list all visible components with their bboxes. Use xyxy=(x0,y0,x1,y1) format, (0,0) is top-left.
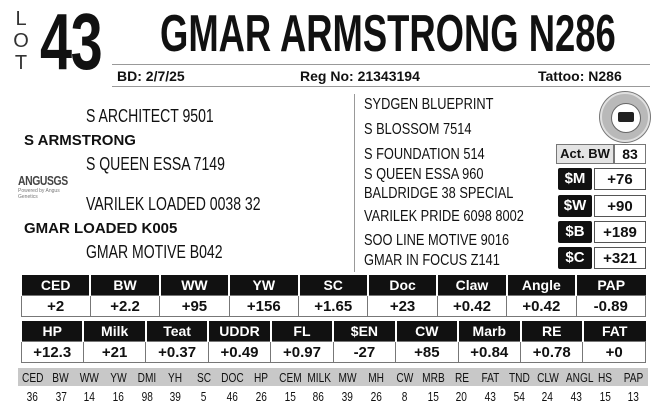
epd1-header-doc: Doc xyxy=(368,275,437,296)
pct-value: 98 xyxy=(133,386,162,406)
registration-number xyxy=(300,68,420,84)
birth-date-label: BD: xyxy=(117,68,142,84)
lot-letter-o: O xyxy=(13,30,29,52)
pct-value: 43 xyxy=(476,386,505,406)
pct-header: MILK xyxy=(304,368,333,386)
pct-header: MW xyxy=(333,368,362,386)
pedigree-dam-sire-dam: GMAR MOTIVE B042 xyxy=(86,242,223,262)
pct-value: 39 xyxy=(333,386,362,406)
pct-header: HS xyxy=(591,368,620,386)
pct-value: 15 xyxy=(419,386,448,406)
pct-header: CEM xyxy=(276,368,305,386)
header-divider xyxy=(112,64,650,65)
epd-table-1-values xyxy=(21,296,646,317)
epd2-header-re: RE xyxy=(521,321,583,342)
epd1-value-angle: +0.42 xyxy=(507,296,576,317)
epd1-header-pap: PAP xyxy=(576,275,646,296)
pct-header: SC xyxy=(190,368,219,386)
actual-bw-value: 83 xyxy=(614,144,646,164)
epd-table-2 xyxy=(20,321,646,363)
angus-logo-sub: Powered by Angus Genetics xyxy=(18,188,60,200)
epd2-value-fl: +0.97 xyxy=(271,342,333,363)
tattoo-value: N286 xyxy=(588,68,622,84)
epd1-value-sc: +1.65 xyxy=(299,296,368,317)
epd1-value-bw: +2.2 xyxy=(90,296,159,317)
birth-date xyxy=(117,68,185,84)
epd-table-1 xyxy=(20,275,646,317)
epd1-value-claw: +0.42 xyxy=(437,296,506,317)
breed-seal-icon xyxy=(600,92,650,142)
pct-header: RE xyxy=(447,368,476,386)
pct-header: FAT xyxy=(476,368,505,386)
epd1-header-angle: Angle xyxy=(507,275,576,296)
percentile-header-row xyxy=(18,368,648,386)
pct-value: 5 xyxy=(190,386,219,406)
pct-value: 39 xyxy=(161,386,190,406)
pct-value: 86 xyxy=(304,386,333,406)
pedigree-right-7: SOO LINE MOTIVE 9016 xyxy=(364,232,510,249)
epd1-value-ww: +95 xyxy=(160,296,229,317)
epd2-header-milk: Milk xyxy=(83,321,145,342)
pedigree-sire-sire: S ARCHITECT 9501 xyxy=(86,106,214,126)
value-label-b: $B xyxy=(558,221,592,243)
lot-letter-t: T xyxy=(14,52,28,74)
epd2-header-fl: FL xyxy=(271,321,333,342)
epd1-header-ww: WW xyxy=(160,275,229,296)
epd1-header-sc: SC xyxy=(299,275,368,296)
pct-value: 14 xyxy=(75,386,104,406)
pct-value: 36 xyxy=(18,386,47,406)
epd2-value-hp: +12.3 xyxy=(21,342,83,363)
pct-value: 13 xyxy=(619,386,648,406)
epd2-header-en: $EN xyxy=(333,321,395,342)
epd1-header-ced: CED xyxy=(21,275,90,296)
lot-label xyxy=(8,8,34,74)
pct-value: 26 xyxy=(362,386,391,406)
lot-number: 43 xyxy=(40,0,102,86)
birth-date-value: 2/7/25 xyxy=(145,68,185,84)
pct-header: CW xyxy=(390,368,419,386)
pct-header: WW xyxy=(75,368,104,386)
pct-value: 54 xyxy=(505,386,534,406)
epd2-header-marb: Marb xyxy=(458,321,520,342)
pedigree-sire: S ARMSTRONG xyxy=(24,132,136,149)
reg-label: Reg No: xyxy=(300,68,354,84)
pct-header: YW xyxy=(104,368,133,386)
epd2-header-fat: FAT xyxy=(583,321,646,342)
reg-value: 21343194 xyxy=(357,68,420,84)
pct-header: TND xyxy=(505,368,534,386)
epd1-header-bw: BW xyxy=(90,275,159,296)
actual-bw-label: Act. BW xyxy=(556,144,614,164)
pct-value: 15 xyxy=(591,386,620,406)
pct-value: 8 xyxy=(390,386,419,406)
animal-name: GMAR ARMSTRONG N286 xyxy=(160,5,616,63)
epd1-header-claw: Claw xyxy=(437,275,506,296)
tattoo xyxy=(538,68,622,84)
epd2-header-uddr: UDDR xyxy=(208,321,270,342)
pedigree-divider xyxy=(354,94,355,272)
pedigree-right-5: BALDRIDGE 38 SPECIAL xyxy=(364,185,514,202)
pct-value: 43 xyxy=(562,386,591,406)
epd2-header-cw: CW xyxy=(396,321,458,342)
pct-value: 24 xyxy=(533,386,562,406)
pedigree-sire-dam: S QUEEN ESSA 7149 xyxy=(86,154,225,174)
pct-header: ANGL xyxy=(562,368,591,386)
pct-header: DMI xyxy=(133,368,162,386)
percentile-value-row xyxy=(18,386,648,406)
header-divider-bottom xyxy=(112,86,650,87)
value-label-w: $W xyxy=(558,195,592,217)
epd2-value-cw: +85 xyxy=(396,342,458,363)
epd2-header-teat: Teat xyxy=(146,321,208,342)
epd-table-1-header xyxy=(21,275,646,296)
epd1-value-ced: +2 xyxy=(21,296,90,317)
value-label-m: $M xyxy=(558,168,592,190)
percentile-rank-table xyxy=(18,368,648,406)
epd2-value-re: +0.78 xyxy=(521,342,583,363)
epd2-value-teat: +0.37 xyxy=(146,342,208,363)
pedigree-right-2: S BLOSSOM 7514 xyxy=(364,121,472,138)
epd2-value-en: -27 xyxy=(333,342,395,363)
epd2-value-marb: +0.84 xyxy=(458,342,520,363)
pedigree-right-6: VARILEK PRIDE 6098 8002 xyxy=(364,208,524,225)
epd1-value-yw: +156 xyxy=(229,296,298,317)
pct-header: MRB xyxy=(419,368,448,386)
value-w: +90 xyxy=(594,195,646,217)
lot-letter-l: L xyxy=(15,8,27,30)
value-m: +76 xyxy=(594,168,646,190)
pct-value: 37 xyxy=(47,386,76,406)
pedigree-right-1: SYDGEN BLUEPRINT xyxy=(364,96,494,113)
pct-value: 15 xyxy=(276,386,305,406)
epd1-value-doc: +23 xyxy=(368,296,437,317)
angus-gs-logo xyxy=(18,173,76,200)
epd2-value-uddr: +0.49 xyxy=(208,342,270,363)
epd1-value-pap: -0.89 xyxy=(576,296,646,317)
epd2-value-fat: +0 xyxy=(583,342,646,363)
pedigree-right-4: S QUEEN ESSA 960 xyxy=(364,166,484,183)
pct-header: DOC xyxy=(218,368,247,386)
epd2-value-milk: +21 xyxy=(83,342,145,363)
value-label-c: $C xyxy=(558,247,592,269)
tattoo-label: Tattoo: xyxy=(538,68,585,84)
pct-value: 16 xyxy=(104,386,133,406)
epd2-header-hp: HP xyxy=(21,321,83,342)
value-c: +321 xyxy=(594,247,646,269)
pedigree-dam-sire: GMAR LOADED K005 xyxy=(24,220,178,237)
pct-header: BW xyxy=(47,368,76,386)
epd-table-2-header xyxy=(21,321,646,342)
pct-header: CED xyxy=(18,368,47,386)
epd-table-2-values xyxy=(21,342,646,363)
pct-header: CLW xyxy=(533,368,562,386)
value-b: +189 xyxy=(594,221,646,243)
pct-header: YH xyxy=(161,368,190,386)
pct-header: PAP xyxy=(619,368,648,386)
epd1-header-yw: YW xyxy=(229,275,298,296)
pedigree-right-8: GMAR IN FOCUS Z141 xyxy=(364,252,500,269)
pct-value: 20 xyxy=(447,386,476,406)
pedigree-right-3: S FOUNDATION 514 xyxy=(364,146,485,163)
pct-value: 26 xyxy=(247,386,276,406)
pct-value: 46 xyxy=(218,386,247,406)
pct-header: MH xyxy=(362,368,391,386)
pct-header: HP xyxy=(247,368,276,386)
angus-logo-word: ANGUSGS xyxy=(18,173,68,188)
pedigree-dam-sire-sire: VARILEK LOADED 0038 32 xyxy=(86,194,261,214)
